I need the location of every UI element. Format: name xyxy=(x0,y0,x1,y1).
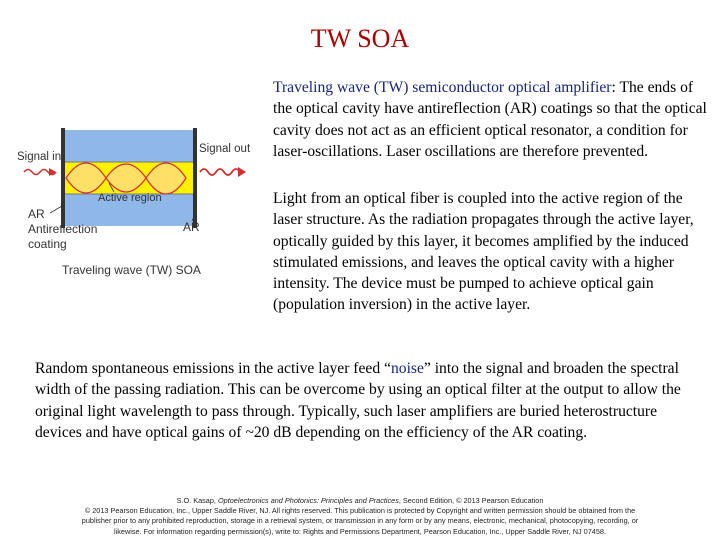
footer-line-3: publisher prior to any prohibited reproduction, storage in a retrieval system, or transmission in any form or by any means, electronic, mechanical, photocopying, recording, or xyxy=(81,516,639,526)
label-signal-in: Signal in xyxy=(17,151,62,163)
footer-book-title: Optoelectronics and Photonics: Principles and Practices xyxy=(217,496,399,505)
footer-author: S.O. Kasap, xyxy=(176,496,218,505)
label-antireflection: Antireflection xyxy=(28,222,98,236)
signal-out-arrow-icon xyxy=(238,167,246,177)
paragraph-noise xyxy=(35,358,707,443)
ar-left-pointer xyxy=(50,206,62,213)
label-ar-left: AR xyxy=(28,207,45,221)
guided-wave-envelope xyxy=(66,163,186,194)
slide-title: TW SOA xyxy=(310,24,410,53)
para1-body: The ends of the optical cavity have antireflection (AR) coatings so that the optical cavity does not act as an efficient optical resonator, a condition for laser-oscillations. Laser oscillations are therefore prevented. xyxy=(273,79,707,160)
para3-before: Random spontaneous emissions in the active layer feed “ xyxy=(35,360,391,377)
label-signal-out: Signal out xyxy=(199,143,251,155)
term-noise: noise xyxy=(390,360,424,377)
para3-after: ” into the signal and broaden the spectral width of the passing radiation. This can be overcome by using an optical filter at the output to allow the original light wavelength to pass through. Typically, such laser amplifiers are buried heterostructure devices and have optical gains of ~20 dB depending on the efficiency of the AR coating. xyxy=(35,360,681,441)
footer-line-4: likewise. For information regarding permission(s), write to: Rights and Permissions Department, Pearson Education, Inc., Upper Saddle River, NJ 07458. xyxy=(114,526,606,536)
tw-soa-diagram xyxy=(14,118,264,286)
paragraph-light-coupling: Light from an optical fiber is coupled into the active region of the laser structure. As the radiation propagates through the active layer, optically guided by this layer, it becomes amplified by the induced stimulated emissions, and leaves the optical cavity with a higher intensity. The device must be pumped to achieve optical gain (population inversion) in the active layer. xyxy=(273,190,694,314)
footer-line-1 xyxy=(22,496,698,506)
label-active-region: Active region xyxy=(98,192,162,204)
signal-out-wave xyxy=(200,169,240,175)
label-coating: coating xyxy=(28,237,67,251)
diagram-caption: Traveling wave (TW) SOA xyxy=(62,263,201,277)
ar-coating-right xyxy=(193,128,197,228)
term-colon: : xyxy=(611,79,616,96)
label-ar-right: AR xyxy=(183,220,200,234)
footer-line-2: © 2013 Pearson Education, Inc., Upper Saddle River, NJ. All rights reserved. This publication is protected by Copyright and written permission should be obtained from the xyxy=(84,506,636,516)
ar-coating-left xyxy=(61,128,65,228)
term-tw-soa: Traveling wave (TW) semiconductor optical amplifier xyxy=(273,79,612,96)
footer-edition: , Second Edition, © 2013 Pearson Education xyxy=(398,496,544,505)
paragraph-tw-soa-definition xyxy=(273,77,711,162)
copyright-footer xyxy=(22,496,698,537)
